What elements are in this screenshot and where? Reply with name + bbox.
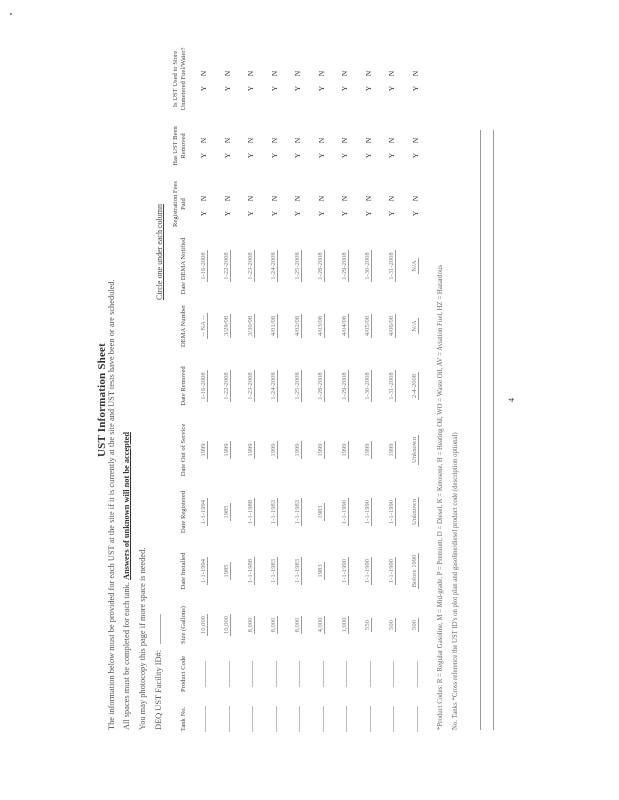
table-cell-unmetered[interactable] xyxy=(380,40,404,118)
cell-value: 4/06/08 xyxy=(387,315,395,337)
cell-value: 1-28-2008 xyxy=(317,252,325,280)
col-header: Date Installed xyxy=(180,552,187,590)
table-cell-removed[interactable] xyxy=(380,354,404,418)
cell-value: 1-1-1988 xyxy=(246,558,254,584)
cell-value: 1-31-2008 xyxy=(387,252,395,280)
yes-no-choice[interactable]: Y N xyxy=(410,66,420,92)
instruction-line-3: You may photocopy this page if more space is needed. xyxy=(138,547,147,730)
table-cell-size[interactable] xyxy=(333,600,357,650)
cell-value: 1-1-1983 xyxy=(293,558,301,584)
table-cell-unmetered[interactable] xyxy=(286,40,310,118)
col-header: Size (Gallons) xyxy=(180,606,187,644)
table-cell-dema-notified[interactable] xyxy=(357,234,381,298)
table-row xyxy=(310,40,334,740)
table-cell-dema[interactable] xyxy=(404,298,428,354)
cell-value: Unknown xyxy=(411,499,419,526)
table-row xyxy=(357,40,381,740)
cell-value: 4/03/08 xyxy=(317,315,325,337)
table-cell-out-of-service[interactable] xyxy=(192,418,216,482)
table-cell-dema[interactable] xyxy=(286,298,310,354)
cell-value: 4/02/08 xyxy=(293,315,301,337)
table-cell-unmetered[interactable] xyxy=(192,40,216,118)
table-cell-tank[interactable] xyxy=(192,698,216,740)
table-cell-removed[interactable] xyxy=(357,354,381,418)
table-cell-registered[interactable] xyxy=(286,482,310,542)
yes-no-choice[interactable]: Y N xyxy=(387,133,397,159)
facility-id-label: DEQ UST Facility ID#: xyxy=(154,649,163,730)
table-cell-been-removed[interactable] xyxy=(404,118,428,174)
table-cell-fees[interactable] xyxy=(357,174,381,234)
yes-no-choice[interactable]: Y N xyxy=(410,133,420,159)
table-cell-dema[interactable] xyxy=(380,298,404,354)
col-header: Date Registered xyxy=(180,490,187,534)
table-cell-installed[interactable] xyxy=(404,542,428,600)
table-cell-tank[interactable] xyxy=(263,698,287,740)
table-cell-product[interactable] xyxy=(286,650,310,698)
cell-value: 8,000 xyxy=(293,617,301,633)
yes-no-choice[interactable]: Y N xyxy=(246,133,256,159)
instruction-line-2-text: All spaces must be completed for each tank. xyxy=(122,582,131,730)
blank-field[interactable] xyxy=(317,706,324,732)
cell-value: 10,000 xyxy=(223,615,231,635)
cell-value: 500 xyxy=(387,620,395,630)
yes-no-choice[interactable]: Y N xyxy=(199,66,209,92)
facility-id-field[interactable] xyxy=(153,614,161,644)
table-cell-removed[interactable] xyxy=(404,354,428,418)
cell-value: 1-24-2008 xyxy=(270,372,278,400)
table-cell-installed[interactable] xyxy=(216,542,240,600)
table-cell-out-of-service[interactable] xyxy=(216,418,240,482)
cell-value: 1-31-2008 xyxy=(387,372,395,400)
ust-table xyxy=(172,40,427,740)
table-cell-tank[interactable] xyxy=(404,698,428,740)
table-cell-size[interactable] xyxy=(239,600,263,650)
table-cell-been-removed[interactable] xyxy=(192,118,216,174)
cell-value: 3/29/08 xyxy=(223,315,231,337)
table-row xyxy=(380,40,404,740)
table-cell-been-removed[interactable] xyxy=(286,118,310,174)
cell-value: 1-25-2008 xyxy=(293,252,301,280)
blank-field[interactable] xyxy=(364,661,371,687)
yes-no-choice[interactable]: Y N xyxy=(269,191,279,217)
cell-value: Unknown xyxy=(411,437,419,464)
table-cell-been-removed[interactable] xyxy=(357,118,381,174)
table-cell-size[interactable] xyxy=(404,600,428,650)
table-cell-installed[interactable] xyxy=(310,542,334,600)
yes-no-choice[interactable]: Y N xyxy=(340,133,350,159)
table-cell-unmetered[interactable] xyxy=(239,40,263,118)
blank-field[interactable] xyxy=(246,706,253,732)
cell-value: 4/05/08 xyxy=(364,315,372,337)
table-cell-product[interactable] xyxy=(263,650,287,698)
blank-field[interactable] xyxy=(293,661,300,687)
table-cell-size[interactable] xyxy=(192,600,216,650)
table-cell-size[interactable] xyxy=(216,600,240,650)
cell-value: 1999 xyxy=(364,443,372,457)
footnote-product-codes: *Product Codes: R = Regular Gasoline, M = Mid-grade, P = Premium, D = Diesel, K = Kerosene, H = Heating Oil, WO = Waste Oil, AV = Aviation Fuel, HZ = Hazardous xyxy=(437,265,444,730)
cell-value: 1-1-1994 xyxy=(199,558,207,584)
blank-field[interactable] xyxy=(340,661,347,687)
blank-field[interactable] xyxy=(293,706,300,732)
yes-no-choice[interactable]: Y N xyxy=(269,66,279,92)
table-cell-product[interactable] xyxy=(404,650,428,698)
table-cell-been-removed[interactable] xyxy=(380,118,404,174)
cell-value: 1-23-2008 xyxy=(246,252,254,280)
signature-line xyxy=(480,130,481,730)
table-cell-removed[interactable] xyxy=(192,354,216,418)
table-cell-product[interactable] xyxy=(380,650,404,698)
instruction-emphasis: Answers of unknown will not be accepted xyxy=(122,432,131,580)
table-cell-dema-notified[interactable] xyxy=(192,234,216,298)
table-cell-product[interactable] xyxy=(239,650,263,698)
table-cell-dema[interactable] xyxy=(263,298,287,354)
yes-no-choice[interactable]: Y N xyxy=(410,191,420,217)
table-cell-removed[interactable] xyxy=(286,354,310,418)
cell-value: 1-30-2008 xyxy=(364,372,372,400)
col-header: Has UST Been Removed xyxy=(172,126,187,166)
blank-field[interactable] xyxy=(387,706,394,732)
table-cell-fees[interactable] xyxy=(263,174,287,234)
table-cell-dema-notified[interactable] xyxy=(380,234,404,298)
table-cell-size[interactable] xyxy=(380,600,404,650)
yes-no-choice[interactable]: Y N xyxy=(316,191,326,217)
table-cell-removed[interactable] xyxy=(239,354,263,418)
yes-no-choice[interactable]: Y N xyxy=(293,66,303,92)
table-cell-fees[interactable] xyxy=(239,174,263,234)
table-cell-fees[interactable] xyxy=(286,174,310,234)
cell-value: 1999 xyxy=(246,443,254,457)
table-cell-product[interactable] xyxy=(310,650,334,698)
yes-no-choice[interactable]: Y N xyxy=(363,191,373,217)
table-cell-size[interactable] xyxy=(310,600,334,650)
signature-line xyxy=(493,130,494,730)
table-cell-tank[interactable] xyxy=(380,698,404,740)
cell-value: 1,000 xyxy=(340,617,348,633)
table-cell-installed[interactable] xyxy=(380,542,404,600)
cell-value: 1985 xyxy=(223,505,231,519)
blank-field[interactable] xyxy=(270,661,277,687)
cell-value: 1-1-1990 xyxy=(364,499,372,525)
yes-no-choice[interactable]: Y N xyxy=(293,191,303,217)
yes-no-choice[interactable]: Y N xyxy=(222,66,232,92)
col-header: Product Code xyxy=(180,655,187,693)
table-cell-removed[interactable] xyxy=(310,354,334,418)
table-row xyxy=(404,40,428,740)
table-cell-size[interactable] xyxy=(263,600,287,650)
table-cell-tank[interactable] xyxy=(333,698,357,740)
cell-value: 1-1-1988 xyxy=(246,499,254,525)
cell-value: 1999 xyxy=(387,443,395,457)
blank-field[interactable] xyxy=(199,661,206,687)
table-cell-size[interactable] xyxy=(286,600,310,650)
table-cell-tank[interactable] xyxy=(310,698,334,740)
page-number: 4 xyxy=(507,398,516,402)
table-cell-fees[interactable] xyxy=(192,174,216,234)
col-header: Date DEMA Notified xyxy=(180,237,187,295)
yes-no-choice[interactable]: Y N xyxy=(269,133,279,159)
yes-no-choice[interactable]: Y N xyxy=(363,66,373,92)
cell-value: 1-1-1990 xyxy=(340,558,348,584)
table-cell-fees[interactable] xyxy=(216,174,240,234)
cell-value: 1-1-1983 xyxy=(293,499,301,525)
table-cell-fees[interactable] xyxy=(333,174,357,234)
blank-field[interactable] xyxy=(387,661,394,687)
table-cell-installed[interactable] xyxy=(333,542,357,600)
table-cell-dema-notified[interactable] xyxy=(404,234,428,298)
table-cell-unmetered[interactable] xyxy=(357,40,381,118)
table-cell-dema-notified[interactable] xyxy=(216,234,240,298)
table-cell-registered[interactable] xyxy=(263,482,287,542)
blank-field[interactable] xyxy=(317,661,324,687)
instruction-line-2 xyxy=(122,432,131,730)
table-cell-out-of-service[interactable] xyxy=(310,418,334,482)
cell-value: Before 1990 xyxy=(411,554,419,588)
table-row xyxy=(263,40,287,740)
table-cell-dema[interactable] xyxy=(239,298,263,354)
table-cell-out-of-service[interactable] xyxy=(357,418,381,482)
blank-field[interactable] xyxy=(270,706,277,732)
yes-no-choice[interactable]: Y N xyxy=(293,133,303,159)
yes-no-choice[interactable]: Y N xyxy=(363,133,373,159)
yes-no-choice[interactable]: Y N xyxy=(199,191,209,217)
cell-value: 1-28-2008 xyxy=(317,372,325,400)
cell-value: 1-1-1983 xyxy=(270,558,278,584)
table-row xyxy=(192,40,216,740)
cell-value: 1-16-2008 xyxy=(199,372,207,400)
table-cell-unmetered[interactable] xyxy=(216,40,240,118)
cell-value: 1999 xyxy=(270,443,278,457)
yes-no-choice[interactable]: Y N xyxy=(340,66,350,92)
cell-value: 8,000 xyxy=(270,617,278,633)
table-cell-been-removed[interactable] xyxy=(239,118,263,174)
table-cell-out-of-service[interactable] xyxy=(239,418,263,482)
table-cell-registered[interactable] xyxy=(216,482,240,542)
table-cell-size[interactable] xyxy=(357,600,381,650)
table-cell-been-removed[interactable] xyxy=(310,118,334,174)
blank-field[interactable] xyxy=(340,706,347,732)
blank-field[interactable] xyxy=(199,706,206,732)
yes-no-choice[interactable]: Y N xyxy=(340,191,350,217)
table-cell-removed[interactable] xyxy=(333,354,357,418)
cell-value: 1-1-1994 xyxy=(199,499,207,525)
cell-value: 2-4-2008 xyxy=(411,373,419,399)
cell-value: 1999 xyxy=(199,443,207,457)
table-cell-tank[interactable] xyxy=(216,698,240,740)
table-cell-been-removed[interactable] xyxy=(216,118,240,174)
cell-value: 1-1-1983 xyxy=(270,499,278,525)
cell-value: 1-22-2008 xyxy=(223,252,231,280)
cell-value: 1-1-1990 xyxy=(387,499,395,525)
instruction-line-1: The information below must be provided for each UST at the site if it is currently at the site and UST tests have been or are scheduled. xyxy=(107,279,116,730)
table-cell-dema-notified[interactable] xyxy=(239,234,263,298)
table-cell-out-of-service[interactable] xyxy=(333,418,357,482)
table-cell-registered[interactable] xyxy=(192,482,216,542)
page-title: UST Information Sheet xyxy=(96,343,108,458)
table-cell-registered[interactable] xyxy=(310,482,334,542)
cell-value: 1-1-1990 xyxy=(364,558,372,584)
table-cell-unmetered[interactable] xyxy=(333,40,357,118)
blank-field[interactable] xyxy=(223,706,230,732)
table-cell-out-of-service[interactable] xyxy=(380,418,404,482)
cell-value: 1-16-2008 xyxy=(199,252,207,280)
cell-value: N/A xyxy=(411,320,419,332)
yes-no-choice[interactable]: Y N xyxy=(199,133,209,159)
table-cell-product[interactable] xyxy=(333,650,357,698)
cell-value: 1-24-2008 xyxy=(270,252,278,280)
table-cell-dema[interactable] xyxy=(310,298,334,354)
cell-value: 1985 xyxy=(223,564,231,578)
table-row xyxy=(239,40,263,740)
table-cell-installed[interactable] xyxy=(239,542,263,600)
table-cell-out-of-service[interactable] xyxy=(263,418,287,482)
table-cell-dema-notified[interactable] xyxy=(310,234,334,298)
cell-value: 4/01/08 xyxy=(270,315,278,337)
table-cell-registered[interactable] xyxy=(404,482,428,542)
blank-field[interactable] xyxy=(411,661,418,687)
table-cell-been-removed[interactable] xyxy=(263,118,287,174)
cell-value: N/A xyxy=(411,260,419,272)
col-header: Tank No. xyxy=(180,706,187,732)
table-row xyxy=(216,40,240,740)
cell-value: 1983 xyxy=(317,564,325,578)
cell-value: -- NA -- xyxy=(199,315,207,337)
cell-value: 8,000 xyxy=(246,617,254,633)
table-cell-unmetered[interactable] xyxy=(263,40,287,118)
table-cell-dema-notified[interactable] xyxy=(263,234,287,298)
cell-value: 1-23-2008 xyxy=(246,372,254,400)
cell-value: 1-30-2008 xyxy=(364,252,372,280)
table-cell-unmetered[interactable] xyxy=(310,40,334,118)
table-cell-dema[interactable] xyxy=(216,298,240,354)
yes-no-choice[interactable]: Y N xyxy=(222,133,232,159)
table-cell-product[interactable] xyxy=(357,650,381,698)
cell-value: 1-1-1990 xyxy=(387,558,395,584)
cell-value: 3/30/08 xyxy=(246,315,254,337)
cell-value: 1-29-2008 xyxy=(340,372,348,400)
yes-no-choice[interactable]: Y N xyxy=(246,66,256,92)
cell-value: 1983 xyxy=(317,505,325,519)
footnote-cross-reference: No. Tanks *Cross reference the UST ID's on plot plan and gasoline/diesel product code (description optional) xyxy=(452,432,459,730)
table-cell-dema[interactable] xyxy=(192,298,216,354)
table-row xyxy=(333,40,357,740)
cell-value: 4/04/08 xyxy=(340,315,348,337)
blank-field[interactable] xyxy=(411,706,418,732)
cell-value: 4,000 xyxy=(317,617,325,633)
table-cell-out-of-service[interactable] xyxy=(286,418,310,482)
yes-no-choice[interactable]: Y N xyxy=(246,191,256,217)
cell-value: 1-29-2008 xyxy=(340,252,348,280)
table-cell-dema-notified[interactable] xyxy=(333,234,357,298)
col-header: Date Out of Service xyxy=(180,423,187,477)
col-header: Date Removed xyxy=(180,366,187,406)
table-cell-out-of-service[interactable] xyxy=(404,418,428,482)
cell-value: 1-1-1990 xyxy=(340,499,348,525)
table-cell-fees[interactable] xyxy=(404,174,428,234)
circle-header: Circle one under each column xyxy=(155,204,164,300)
table-cell-product[interactable] xyxy=(216,650,240,698)
table-cell-registered[interactable] xyxy=(239,482,263,542)
cell-value: 1999 xyxy=(317,443,325,457)
table-cell-dema-notified[interactable] xyxy=(286,234,310,298)
table-cell-removed[interactable] xyxy=(263,354,287,418)
cell-value: 1-25-2008 xyxy=(293,372,301,400)
yes-no-choice[interactable]: Y N xyxy=(387,66,397,92)
yes-no-choice[interactable]: Y N xyxy=(387,191,397,217)
cell-value: 1999 xyxy=(293,443,301,457)
cell-value: 1999 xyxy=(340,443,348,457)
yes-no-choice[interactable]: Y N xyxy=(316,66,326,92)
table-cell-tank[interactable] xyxy=(357,698,381,740)
blank-field[interactable] xyxy=(246,661,253,687)
blank-field[interactable] xyxy=(364,706,371,732)
yes-no-choice[interactable]: Y N xyxy=(222,191,232,217)
table-row xyxy=(286,40,310,740)
cell-value: 10,000 xyxy=(199,615,207,635)
col-header: Registration Fees Paid xyxy=(172,181,187,227)
table-cell-removed[interactable] xyxy=(216,354,240,418)
table-cell-installed[interactable] xyxy=(286,542,310,600)
table-cell-dema[interactable] xyxy=(357,298,381,354)
facility-id-row xyxy=(153,614,163,730)
cell-value: 1-22-2008 xyxy=(223,372,231,400)
table-cell-product[interactable] xyxy=(192,650,216,698)
cell-value: 550 xyxy=(364,620,372,630)
col-header: Is UST Used to Store Unmetered Fuel/Water? xyxy=(172,47,187,111)
table-cell-installed[interactable] xyxy=(192,542,216,600)
table-cell-tank[interactable] xyxy=(239,698,263,740)
table-cell-registered[interactable] xyxy=(357,482,381,542)
table-cell-unmetered[interactable] xyxy=(404,40,428,118)
table-cell-tank[interactable] xyxy=(286,698,310,740)
table-cell-dema[interactable] xyxy=(333,298,357,354)
table-cell-registered[interactable] xyxy=(333,482,357,542)
table-header-row xyxy=(172,40,192,740)
table-cell-registered[interactable] xyxy=(380,482,404,542)
cell-value: 1999 xyxy=(223,443,231,457)
table-cell-fees[interactable] xyxy=(380,174,404,234)
table-cell-fees[interactable] xyxy=(310,174,334,234)
table-cell-installed[interactable] xyxy=(263,542,287,600)
yes-no-choice[interactable]: Y N xyxy=(316,133,326,159)
blank-field[interactable] xyxy=(223,661,230,687)
table-cell-been-removed[interactable] xyxy=(333,118,357,174)
table-cell-installed[interactable] xyxy=(357,542,381,600)
col-header: DEMA Number xyxy=(180,304,187,348)
cell-value: 500 xyxy=(411,620,419,630)
